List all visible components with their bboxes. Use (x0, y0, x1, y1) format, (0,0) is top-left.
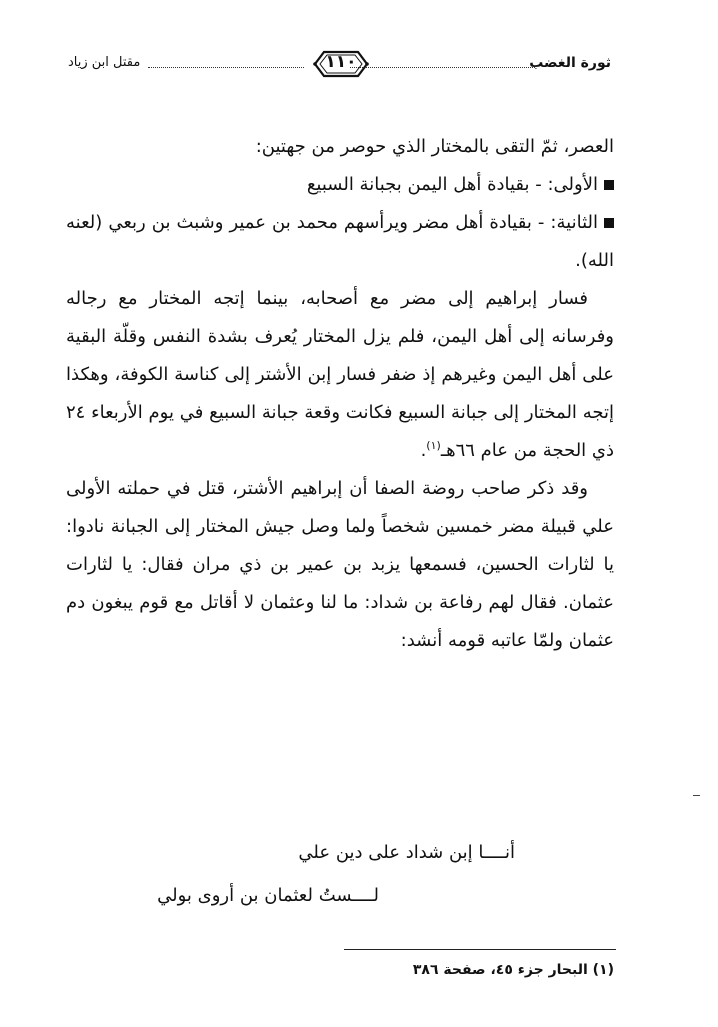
chapter-title: ثورة الغضب (529, 55, 611, 71)
bullet-text: الثانية: - بقيادة أهل مضر ويرأسهم محمد بن عمير وشبث بن ربعي (لعنه الله). (66, 212, 614, 271)
main-text (66, 128, 614, 660)
paragraph-end: . (420, 440, 427, 461)
paragraph-text: فسار إبراهيم إلى مضر مع أصحابه، بينما إتجه المختار مع رجاله وفرسانه إلى أهل اليمن، فلم يزل المختار يُعرف بشدة النفس وقلّة البقية على أهل اليمن وغيرهم إذ ضفر فسار إبن الأشتر إلى كناسة الكوفة، وهكذا إتجه المختار إلى جبانة السبيع فكانت وقعة جبانة السبيع في يوم الأربعاء ٢٤ ذي الحجة من عام ٦٦هـ (66, 288, 614, 461)
book-title: مقتل ابن زياد (68, 55, 141, 70)
page-number: ١١٠ (325, 52, 357, 72)
square-bullet-icon (604, 180, 614, 190)
header-dotted-leader (148, 67, 304, 68)
footnote-separator (344, 949, 616, 950)
footnote-reference: (١) (426, 439, 441, 452)
page-number-badge (312, 48, 370, 80)
header-dotted-leader (350, 67, 535, 68)
intro-line: العصر، ثمّ التقى بالمختار الذي حوصر من جهتين: (255, 136, 614, 157)
bullet-text: الأولى: - بقيادة أهل اليمن بجبانة السبيع (306, 174, 598, 195)
bullet-item (66, 204, 614, 280)
poem-verse: لــــستُ لعثمان بن أروى بولي (157, 885, 379, 906)
paragraph (66, 280, 614, 470)
bullet-item (66, 166, 614, 204)
paragraph: وقد ذكر صاحب روضة الصفا أن إبراهيم الأشتر، قتل في حملته الأولى علي قبيلة مضر خمسين شخصاً ولما وصل جيش المختار إلى الجبانة نادوا: يا لثارات الحسين، فسمعها يزبد بن عمير بن ذي مران فقال: يا لثارات عثمان. فقال لهم رفاعة بن شداد: ما لنا وعثمان لا أقاتل مع قوم يبغون دم عثمان ولمّا عاتبه قومه أنشد: (66, 478, 614, 651)
poem-verse: أنــــا إبن شداد على دين علي (298, 842, 515, 863)
margin-mark (693, 795, 700, 796)
square-bullet-icon (604, 218, 614, 228)
running-header (66, 48, 613, 80)
footnote: (١) البحار جزء ٤٥، صفحة ٣٨٦ (412, 962, 614, 978)
